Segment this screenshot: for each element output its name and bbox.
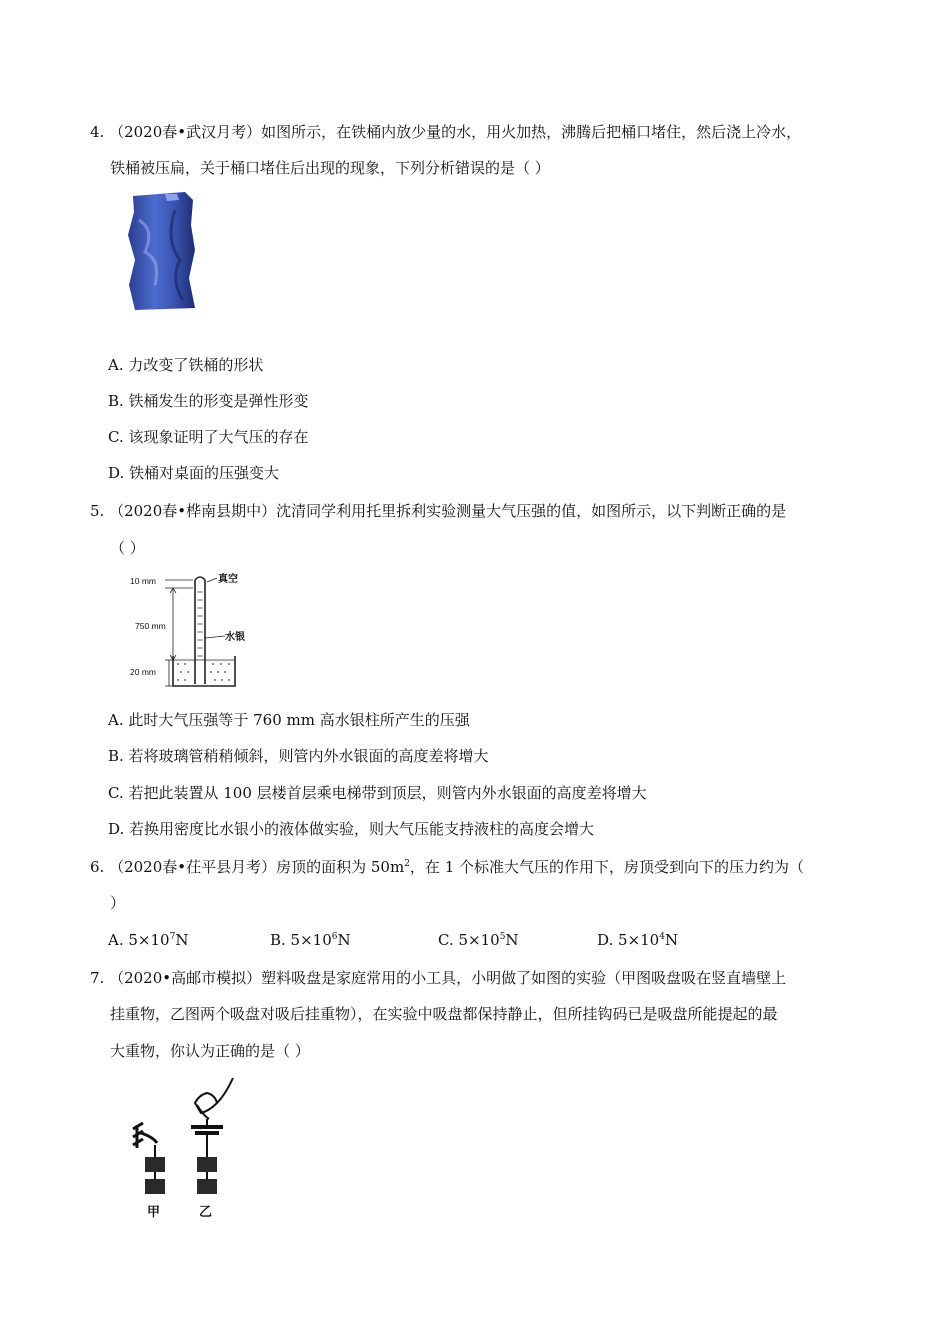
q4-option-c: C. 该现象证明了大气压的存在	[108, 428, 309, 446]
q4-option-d: D. 铁桶对桌面的压强变大	[108, 464, 280, 482]
q7-stem-line2: 挂重物，乙图两个吸盘对吸后挂重物），在实验中吸盘都保持静止，但所挂钩码已是吸盘所能提起的最	[110, 1005, 778, 1023]
q5-option-a: A. 此时大气压强等于 760 mm 高水银柱所产生的压强	[108, 711, 470, 729]
q6-option-c: C. $5\times 10^5N$	[438, 931, 519, 949]
label-yi: 乙	[199, 1205, 213, 1220]
label-mercury: 水银	[225, 632, 245, 643]
q5-option-c: C. 若把此装置从 100 层楼首层乘电梯带到顶层，则管内外水银面的高度差将增大	[108, 784, 647, 802]
q6-option-a: A. $5\times 10^7N$	[108, 931, 189, 949]
q4-option-a: A. 力改变了铁桶的形状	[108, 356, 264, 374]
q5-option-d: D. 若换用密度比水银小的液体做实验，则大气压能支持液柱的高度会增大	[108, 820, 595, 838]
q6-option-b: B. $5\times 10^6N$	[270, 931, 351, 949]
q4-stem-line1: 4. （2020春•武汉月考）如图所示，在铁桶内放少量的水，用火加热，沸腾后把桶口堵住，然后浇上冷水，	[90, 123, 802, 141]
label-750mm: 750 mm	[135, 621, 166, 631]
q6-option-d: D. $5\times 10^4N$	[597, 931, 679, 949]
q6-stem-line2: ）	[110, 894, 126, 912]
q6-stem-line1: 6. （2020春•茌平县月考）房顶的面积为 $50m^2$，在 1 个标准大气压的作用下，房顶受到向下的压力约为（	[90, 858, 805, 876]
label-vacuum: 真空	[218, 574, 238, 585]
q7-stem-line3: 大重物，你认为正确的是（ ）	[110, 1042, 310, 1060]
q4-stem-line2: 铁桶被压扁，关于桶口堵住后出现的现象，下列分析错误的是（ ）	[110, 159, 550, 177]
suction-cup-diagram	[125, 1073, 240, 1223]
label-20mm: 20 mm	[130, 667, 156, 677]
q5-option-b: B. 若将玻璃管稍稍倾斜，则管内外水银面的高度差将增大	[108, 747, 489, 765]
q4-option-b: B. 铁桶发生的形变是弹性形变	[108, 392, 309, 410]
q5-stem-line2: （ ）	[110, 539, 145, 557]
q7-stem-line1: 7. （2020•高邮市模拟）塑料吸盘是家庭常用的小工具，小明做了如图的实验（甲图吸盘吸在竖直墙壁上	[90, 969, 787, 987]
torricelli-diagram	[125, 568, 250, 693]
q5-stem-line1: 5. （2020春•桦南县期中）沈清同学利用托里拆利实验测量大气压强的值，如图所示，以下判断正确的是	[90, 502, 787, 520]
label-10mm: 10 mm	[130, 576, 156, 586]
label-jia: 甲	[147, 1205, 161, 1220]
crushed-can-image	[125, 190, 200, 312]
